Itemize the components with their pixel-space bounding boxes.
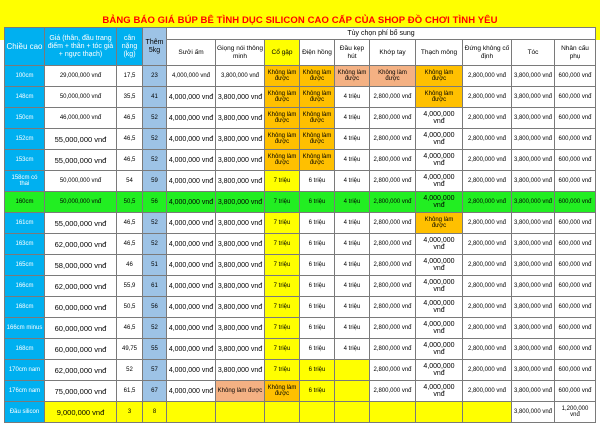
option-cell: 2,800,000 vnđ: [370, 255, 416, 276]
option-cell: 6 triệu: [300, 234, 335, 255]
weight-cell: 17,5: [117, 66, 143, 87]
weight-cell: 46,5: [117, 318, 143, 339]
option-cell: [300, 402, 335, 423]
option-cell: 4,000,000 vnđ: [416, 171, 463, 192]
option-cell: 3,800,000 vnđ: [216, 276, 265, 297]
option-cell: Không làm được: [300, 87, 335, 108]
option-cell: 4,000,000 vnđ: [416, 150, 463, 171]
option-cell: 2,800,000 vnđ: [370, 234, 416, 255]
option-cell: [370, 402, 416, 423]
table-row: [5, 234, 596, 255]
option-cell: 2,800,000 vnđ: [370, 129, 416, 150]
option-cell: 2,800,000 vnđ: [463, 129, 512, 150]
option-cell: 4,000,000 vnđ: [167, 150, 216, 171]
height-cell: 150cm: [5, 108, 45, 129]
option-cell: 4,000,000 vnđ: [167, 192, 216, 213]
height-cell: Đầu silicon: [5, 402, 45, 423]
price-cell: 50,000,000 vnđ: [45, 171, 117, 192]
option-cell: 4,000,000 vnđ: [416, 276, 463, 297]
option-cell: 2,800,000 vnđ: [370, 108, 416, 129]
option-cell: 4 triệu: [335, 234, 370, 255]
height-cell: 170cm nam: [5, 360, 45, 381]
header-opt: Giọng nói thông minh: [216, 40, 265, 66]
option-cell: [335, 360, 370, 381]
option-cell: 2,800,000 vnđ: [370, 297, 416, 318]
height-cell: 168cm: [5, 297, 45, 318]
table-row: [5, 66, 596, 87]
price-cell: 55,000,000 vnđ: [45, 129, 117, 150]
option-cell: 4,000,000 vnđ: [416, 297, 463, 318]
header-opt: Đứng không cố định: [463, 40, 512, 66]
table-row: [5, 129, 596, 150]
option-cell: 4,000,000 vnđ: [416, 108, 463, 129]
height-cell: 153cm: [5, 150, 45, 171]
option-cell: 7 triệu: [265, 339, 300, 360]
plus5-cell: 52: [143, 129, 167, 150]
option-cell: 2,800,000 vnđ: [463, 150, 512, 171]
plus5-cell: 52: [143, 213, 167, 234]
header-opt: Đầu kẹp hút: [335, 40, 370, 66]
weight-cell: 52: [117, 360, 143, 381]
table-row: [5, 87, 596, 108]
header-opt: Tóc: [512, 40, 555, 66]
option-cell: Không làm được: [300, 129, 335, 150]
option-cell: Không làm được: [416, 87, 463, 108]
option-cell: 600,000 vnđ: [555, 150, 596, 171]
plus5-cell: 8: [143, 402, 167, 423]
table-row: [5, 276, 596, 297]
table-row: [5, 339, 596, 360]
option-cell: 2,800,000 vnđ: [370, 192, 416, 213]
plus5-cell: 41: [143, 87, 167, 108]
weight-cell: 35,5: [117, 87, 143, 108]
weight-cell: 55,9: [117, 276, 143, 297]
option-cell: 3,800,000 vnđ: [512, 66, 555, 87]
option-cell: 4,000,000 vnđ: [167, 108, 216, 129]
option-cell: 7 triệu: [265, 318, 300, 339]
height-cell: 176cm nam: [5, 381, 45, 402]
option-cell: 600,000 vnđ: [555, 66, 596, 87]
price-cell: 60,000,000 vnđ: [45, 339, 117, 360]
plus5-cell: 59: [143, 171, 167, 192]
option-cell: 4,000,000 vnđ: [416, 192, 463, 213]
price-cell: 62,000,000 vnđ: [45, 234, 117, 255]
weight-cell: 46,5: [117, 108, 143, 129]
option-cell: 3,800,000 vnđ: [512, 276, 555, 297]
option-cell: 3,800,000 vnđ: [512, 171, 555, 192]
option-cell: Không làm được: [265, 87, 300, 108]
option-cell: 2,800,000 vnđ: [370, 150, 416, 171]
option-cell: 7 triệu: [265, 297, 300, 318]
option-cell: 600,000 vnđ: [555, 108, 596, 129]
weight-cell: 49,75: [117, 339, 143, 360]
option-cell: 600,000 vnđ: [555, 255, 596, 276]
option-cell: Không làm được: [416, 213, 463, 234]
plus5-cell: 67: [143, 381, 167, 402]
option-cell: 4 triệu: [335, 129, 370, 150]
option-cell: 2,800,000 vnđ: [370, 381, 416, 402]
option-cell: Không làm được: [300, 66, 335, 87]
option-cell: Không làm được: [216, 381, 265, 402]
option-cell: 600,000 vnđ: [555, 297, 596, 318]
option-cell: 2,800,000 vnđ: [370, 87, 416, 108]
header-opt: Sưởi ấm: [167, 40, 216, 66]
option-cell: 6 triệu: [300, 297, 335, 318]
price-cell: 62,000,000 vnđ: [45, 276, 117, 297]
option-cell: 3,800,000 vnđ: [512, 213, 555, 234]
option-cell: Không làm được: [300, 108, 335, 129]
height-cell: 160cm: [5, 192, 45, 213]
option-cell: [463, 402, 512, 423]
plus5-cell: 56: [143, 192, 167, 213]
option-cell: 4,000,000 vnđ: [167, 66, 216, 87]
option-cell: 4,000,000 vnđ: [167, 360, 216, 381]
price-cell: 60,000,000 vnđ: [45, 318, 117, 339]
option-cell: Không làm được: [416, 66, 463, 87]
option-cell: 4 triệu: [335, 150, 370, 171]
option-cell: 4 triệu: [335, 87, 370, 108]
option-cell: 4,000,000 vnđ: [167, 339, 216, 360]
table-row: [5, 402, 596, 423]
option-cell: 4 triệu: [335, 318, 370, 339]
table-row: [5, 255, 596, 276]
header-weight: cân nặng (kg): [117, 28, 143, 66]
option-cell: [416, 402, 463, 423]
option-cell: 4 triệu: [335, 213, 370, 234]
option-cell: 4,000,000 vnđ: [416, 360, 463, 381]
option-cell: 3,800,000 vnđ: [512, 87, 555, 108]
option-cell: 4 triệu: [335, 255, 370, 276]
option-cell: 600,000 vnđ: [555, 192, 596, 213]
option-cell: 6 triệu: [300, 255, 335, 276]
plus5-cell: 55: [143, 339, 167, 360]
option-cell: 6 triệu: [300, 213, 335, 234]
option-cell: 2,800,000 vnđ: [463, 108, 512, 129]
option-cell: 4 triệu: [335, 339, 370, 360]
option-cell: 3,800,000 vnđ: [216, 129, 265, 150]
option-cell: 2,800,000 vnđ: [370, 213, 416, 234]
option-cell: 4,000,000 vnđ: [167, 171, 216, 192]
option-cell: Không làm được: [265, 66, 300, 87]
plus5-cell: 52: [143, 234, 167, 255]
weight-cell: 54: [117, 171, 143, 192]
option-cell: 600,000 vnđ: [555, 360, 596, 381]
header-opt: Nhân cấu phụ: [555, 40, 596, 66]
option-cell: 600,000 vnđ: [555, 129, 596, 150]
option-cell: 2,800,000 vnđ: [463, 339, 512, 360]
option-cell: 600,000 vnđ: [555, 339, 596, 360]
option-cell: 6 triệu: [300, 339, 335, 360]
option-cell: 4 triệu: [335, 108, 370, 129]
option-cell: 600,000 vnđ: [555, 318, 596, 339]
option-cell: 600,000 vnđ: [555, 276, 596, 297]
height-cell: 161cm: [5, 213, 45, 234]
height-cell: 158cm có thai: [5, 171, 45, 192]
price-table: [4, 27, 596, 423]
header-height: Chiều cao: [5, 28, 45, 66]
option-cell: 4,000,000 vnđ: [167, 276, 216, 297]
option-cell: 4,000,000 vnđ: [416, 129, 463, 150]
option-cell: Không làm được: [265, 129, 300, 150]
option-cell: 4 triệu: [335, 276, 370, 297]
option-cell: 3,800,000 vnđ: [512, 402, 555, 423]
price-cell: 50,000,000 vnđ: [45, 192, 117, 213]
option-cell: 3,800,000 vnđ: [512, 129, 555, 150]
price-cell: 55,000,000 vnđ: [45, 150, 117, 171]
option-cell: 3,800,000 vnđ: [216, 66, 265, 87]
option-cell: 4 triệu: [335, 192, 370, 213]
option-cell: 2,800,000 vnđ: [463, 255, 512, 276]
option-cell: 3,800,000 vnđ: [216, 87, 265, 108]
table-row: [5, 192, 596, 213]
table-row: [5, 171, 596, 192]
option-cell: 4 triệu: [335, 297, 370, 318]
option-cell: 4,000,000 vnđ: [416, 255, 463, 276]
table-row: [5, 150, 596, 171]
option-cell: 600,000 vnđ: [555, 87, 596, 108]
option-cell: 6 triệu: [300, 171, 335, 192]
table-row: [5, 213, 596, 234]
option-cell: Không làm được: [265, 108, 300, 129]
option-cell: 600,000 vnđ: [555, 213, 596, 234]
weight-cell: 46,5: [117, 150, 143, 171]
option-cell: 3,800,000 vnđ: [216, 150, 265, 171]
header-extra: Tùy chọn phí bổ sung: [167, 28, 596, 40]
option-cell: 3,800,000 vnđ: [512, 150, 555, 171]
option-cell: 2,800,000 vnđ: [463, 171, 512, 192]
option-cell: 2,800,000 vnđ: [463, 297, 512, 318]
table-row: [5, 381, 596, 402]
weight-cell: 46,5: [117, 213, 143, 234]
option-cell: 600,000 vnđ: [555, 234, 596, 255]
option-cell: 2,800,000 vnđ: [463, 87, 512, 108]
price-cell: 58,000,000 vnđ: [45, 255, 117, 276]
option-cell: 7 triệu: [265, 192, 300, 213]
height-cell: 100cm: [5, 66, 45, 87]
option-cell: 2,800,000 vnđ: [463, 318, 512, 339]
option-cell: 4,000,000 vnđ: [167, 381, 216, 402]
height-cell: 165cm: [5, 255, 45, 276]
header-opt: Khớp tay: [370, 40, 416, 66]
option-cell: 4 triệu: [335, 171, 370, 192]
height-cell: 168cm: [5, 339, 45, 360]
option-cell: 1,200,000 vnđ: [555, 402, 596, 423]
option-cell: 7 triệu: [265, 234, 300, 255]
option-cell: 3,800,000 vnđ: [512, 318, 555, 339]
option-cell: 6 triệu: [300, 192, 335, 213]
weight-cell: 50,5: [117, 297, 143, 318]
option-cell: [335, 402, 370, 423]
option-cell: 4,000,000 vnđ: [416, 339, 463, 360]
weight-cell: 61,5: [117, 381, 143, 402]
option-cell: 3,800,000 vnđ: [216, 192, 265, 213]
option-cell: 2,800,000 vnđ: [370, 276, 416, 297]
price-cell: 62,000,000 vnđ: [45, 360, 117, 381]
option-cell: [335, 381, 370, 402]
option-cell: 7 triệu: [265, 276, 300, 297]
option-cell: 3,800,000 vnđ: [512, 360, 555, 381]
header-opt: Cổ gập: [265, 40, 300, 66]
plus5-cell: 52: [143, 150, 167, 171]
option-cell: 7 triệu: [265, 255, 300, 276]
option-cell: 3,800,000 vnđ: [512, 234, 555, 255]
option-cell: 2,800,000 vnđ: [463, 66, 512, 87]
plus5-cell: 57: [143, 360, 167, 381]
plus5-cell: 23: [143, 66, 167, 87]
option-cell: 3,800,000 vnđ: [216, 318, 265, 339]
option-cell: 2,800,000 vnđ: [370, 318, 416, 339]
option-cell: 6 triệu: [300, 276, 335, 297]
option-cell: 3,800,000 vnđ: [512, 108, 555, 129]
header-opt: Điện hồng: [300, 40, 335, 66]
option-cell: 3,800,000 vnđ: [512, 255, 555, 276]
option-cell: 3,800,000 vnđ: [512, 297, 555, 318]
option-cell: 2,800,000 vnđ: [370, 171, 416, 192]
option-cell: 4,000,000 vnđ: [416, 318, 463, 339]
option-cell: 2,800,000 vnđ: [463, 360, 512, 381]
option-cell: 3,800,000 vnđ: [216, 339, 265, 360]
option-cell: 4,000,000 vnđ: [416, 381, 463, 402]
option-cell: Không làm được: [335, 66, 370, 87]
plus5-cell: 52: [143, 318, 167, 339]
plus5-cell: 52: [143, 108, 167, 129]
option-cell: 3,800,000 vnđ: [216, 108, 265, 129]
header-plus5: Thêm 5kg: [143, 28, 167, 66]
option-cell: 3,800,000 vnđ: [216, 255, 265, 276]
option-cell: 3,800,000 vnđ: [216, 171, 265, 192]
weight-cell: 50,5: [117, 192, 143, 213]
option-cell: Không làm được: [370, 66, 416, 87]
option-cell: 3,800,000 vnđ: [512, 192, 555, 213]
option-cell: 4,000,000 vnđ: [167, 255, 216, 276]
height-cell: 148cm: [5, 87, 45, 108]
option-cell: 2,800,000 vnđ: [463, 381, 512, 402]
price-cell: 55,000,000 vnđ: [45, 213, 117, 234]
plus5-cell: 61: [143, 276, 167, 297]
price-cell: 9,000,000 vnđ: [45, 402, 117, 423]
header-price: Giá (thân, đầu trang điểm + thân + tóc giả + ngực thạch): [45, 28, 117, 66]
option-cell: 600,000 vnđ: [555, 171, 596, 192]
option-cell: 3,800,000 vnđ: [216, 360, 265, 381]
option-cell: 2,800,000 vnđ: [463, 213, 512, 234]
sheet-title: BẢNG BÁO GIÁ BÚP BÊ TÌNH DỤC SILICON CAO CẤP CỦA SHOP ĐỒ CHƠI TÌNH YÊU: [102, 14, 498, 26]
option-cell: 7 triệu: [265, 213, 300, 234]
weight-cell: 46,5: [117, 234, 143, 255]
option-cell: 4,000,000 vnđ: [167, 87, 216, 108]
option-cell: Không làm được: [265, 381, 300, 402]
table-row: [5, 108, 596, 129]
table-row: [5, 318, 596, 339]
price-cell: 60,000,000 vnđ: [45, 297, 117, 318]
option-cell: 4,000,000 vnđ: [167, 129, 216, 150]
price-cell: 75,000,000 vnđ: [45, 381, 117, 402]
option-cell: 2,800,000 vnđ: [370, 339, 416, 360]
option-cell: [265, 402, 300, 423]
table-body: [5, 66, 596, 423]
option-cell: 7 triệu: [265, 171, 300, 192]
height-cell: 166cm minus: [5, 318, 45, 339]
option-cell: 4,000,000 vnđ: [416, 234, 463, 255]
plus5-cell: 51: [143, 255, 167, 276]
option-cell: 6 triệu: [300, 381, 335, 402]
option-cell: 2,800,000 vnđ: [463, 276, 512, 297]
option-cell: 4,000,000 vnđ: [167, 297, 216, 318]
plus5-cell: 56: [143, 297, 167, 318]
option-cell: 3,800,000 vnđ: [216, 297, 265, 318]
option-cell: Không làm được: [265, 150, 300, 171]
weight-cell: 46,5: [117, 129, 143, 150]
table-row: [5, 297, 596, 318]
header-opt: Thạch mông: [416, 40, 463, 66]
option-cell: 3,800,000 vnđ: [512, 381, 555, 402]
price-cell: 29,000,000 vnđ: [45, 66, 117, 87]
price-cell: 46,000,000 vnđ: [45, 108, 117, 129]
option-cell: 2,800,000 vnđ: [463, 234, 512, 255]
weight-cell: 46: [117, 255, 143, 276]
option-cell: Không làm được: [300, 150, 335, 171]
price-cell: 50,000,000 vnđ: [45, 87, 117, 108]
option-cell: 6 triệu: [300, 318, 335, 339]
option-cell: 4,000,000 vnđ: [167, 234, 216, 255]
weight-cell: 3: [117, 402, 143, 423]
height-cell: 152cm: [5, 129, 45, 150]
option-cell: 6 triệu: [300, 360, 335, 381]
option-cell: [216, 402, 265, 423]
option-cell: 2,800,000 vnđ: [370, 360, 416, 381]
option-cell: 3,800,000 vnđ: [216, 234, 265, 255]
option-cell: 600,000 vnđ: [555, 381, 596, 402]
option-cell: 4,000,000 vnđ: [167, 318, 216, 339]
option-cell: 2,800,000 vnđ: [463, 192, 512, 213]
height-cell: 166cm: [5, 276, 45, 297]
option-cell: 4,000,000 vnđ: [167, 213, 216, 234]
option-cell: 3,800,000 vnđ: [216, 213, 265, 234]
option-cell: 3,800,000 vnđ: [512, 339, 555, 360]
option-cell: [167, 402, 216, 423]
option-cell: 7 triệu: [265, 360, 300, 381]
table-row: [5, 360, 596, 381]
height-cell: 163cm: [5, 234, 45, 255]
